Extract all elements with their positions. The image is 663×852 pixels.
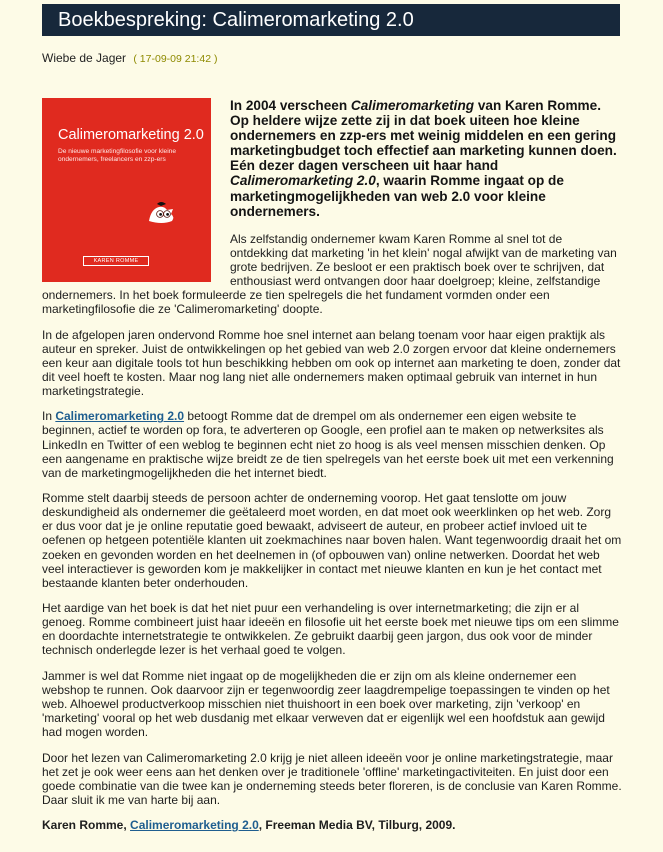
article-title: Boekbespreking: Calimeromarketing 2.0 xyxy=(42,4,620,36)
cover-author: KAREN ROMME xyxy=(83,256,149,266)
body-paragraph: In de afgelopen jaren ondervond Romme hoe snel internet aan belang toenam voor haar eigen praktijk als auteur en spreker. Juist de ontwikkelingen op het gebied van web 2.0 zorgen ervoor dat kleine ondernemers een keur aan digitale tools tot hun beschikking hebben om ook op internet aan marketing te doen, zonder dat dit veel hoeft te kosten. Maar nog lang niet alle ondernemers maken optimaal gebruik van internet in hun marketingstrategie. xyxy=(42,327,621,398)
body-paragraph xyxy=(42,409,622,479)
lead-text: , waarin Romme ingaat op de marketingmogelijkheden van web 2.0 voor kleine ondernemers. xyxy=(230,173,564,219)
paragraph-text: betoogt Romme dat de drempel om als ondernemer een eigen website te beginnen, actief te worden op fora, te adverteren op Google, een profiel aan te maken op netwerksites als LinkedIn en Twitter of een weblog te beginnen echt niet zo hoog is als veel mensen misschien denken. Op een aangename en praktische wijze breidt ze de tien spelregels van het eerste boek uit met een verkenning van de marketingmogelijkheden die het internet biedt. xyxy=(42,409,614,480)
byline xyxy=(42,51,217,65)
credit-publisher: , Freeman Media BV, Tilburg, 2009. xyxy=(258,818,456,833)
author-name: Wiebe de Jager xyxy=(42,51,127,65)
article-body xyxy=(42,98,622,844)
credit-book-link[interactable]: Calimeromarketing 2.0 xyxy=(130,818,259,833)
body-paragraph: Jammer is wel dat Romme niet ingaat op de mogelijkheden die er zijn om als kleine ondernemer een webshop te runnen. Ook daarvoor zijn er tegenwoordig zeer laagdrempelige toepassingen te vinden op het web. Alhoewel productverkoop misschien niet thuishoort in een boek over marketing, zijn 'verkoop' en 'marketing' vooral op het web dusdanig met elkaar verweven dat er eigenlijk wel een hoofdstuk aan gewijd had mogen worden. xyxy=(42,668,610,740)
credit-author: Karen Romme, xyxy=(42,818,131,833)
body-paragraph: Romme stelt daarbij steeds de persoon achter de onderneming voorop. Het gaat tenslotte om jouw deskundigheid als ondernemer die geëtaleerd moet worden, en dat moet ook weerklinken op het web. Zorg er dus voor dat je je online reputatie goed bewaakt, adviseert de auteur, en probeer actief invloed uit te oefenen op hetgeen potentiële klanten uit zoekmachines naar boven halen. Want tegenwoordig draait het om zoeken en gevonden worden en het deelnemen in (of opbouwen van) online netwerken. Doordat het web veel interactiever is geworden kom je makkelijker in contact met nieuwe klanten en kun je het contact met bestaande klanten beter onderhouden. xyxy=(42,491,622,590)
cover-title: Calimeromarketing 2.0 xyxy=(58,127,204,143)
body-paragraph: Door het lezen van Calimeromarketing 2.0 krijg je niet alleen ideeën voor je online marketingstrategie, maar het zet je ook weer eens aan het denken over je traditionele 'offline' marketingactiviteiten. En juist door een goede combinatie van die twee kan je onderneming steeds beter floreren, is de conclusie van Karen Romme. Daar sluit ik me van harte bij aan. xyxy=(42,750,622,807)
lead-book-title: Calimeromarketing 2.0 xyxy=(230,173,376,189)
book-cover-image xyxy=(42,98,211,282)
book-link[interactable]: Calimeromarketing 2.0 xyxy=(55,409,185,424)
cover-subtitle: De nieuwe marketingfilosofie voor kleine ondernemers, freelancers en zzp-ers xyxy=(58,148,177,163)
book-credit xyxy=(42,818,622,832)
body-paragraph: Het aardige van het boek is dat het niet puur een verhandeling is over internetmarketing; die zijn er al genoeg. Romme combineert juist haar ideeën en filosofie uit het eerste boek met nieuwe tips om een slimme en doordachte internetstrategie te ontwikkelen. Ze gebruikt daarbij geen jargon, dus ook voor de minder technisch onderlegde lezer is het verhaal goed te volgen. xyxy=(42,601,619,658)
chick-mascot-icon xyxy=(146,200,180,226)
lead-book-title: Calimeromarketing xyxy=(350,98,475,113)
paragraph-text: In xyxy=(42,409,56,424)
lead-text: van Karen Romme. Op heldere wijze zette zij in dat boek uiteen hoe kleine ondernemers en zzp-ers met weinig middelen en een gering marketingbudget toch effectief aan marketing kunnen doen. Eén dezer dagen verscheen uit haar hand xyxy=(230,98,617,174)
body-paragraph: Als zelfstandig ondernemer kwam Karen Romme al snel tot de ontdekking dat marketing 'in het klein' nogal afwijkt van de marketing van grote bedrijven. Ze besloot er een praktisch boek over te schrijven, dat enthousiast werd ontvangen door haar doelgroep; kleine, zelfstandige ondernemers. In het boek formuleerde ze tien spelregels die het fundament vormden onder een marketingfilosofie die ze 'Calimeromarketing' doopte. xyxy=(42,231,617,317)
post-date: ( 17-09-09 21:42 ) xyxy=(133,53,218,65)
lead-text: In 2004 verscheen xyxy=(230,98,351,113)
